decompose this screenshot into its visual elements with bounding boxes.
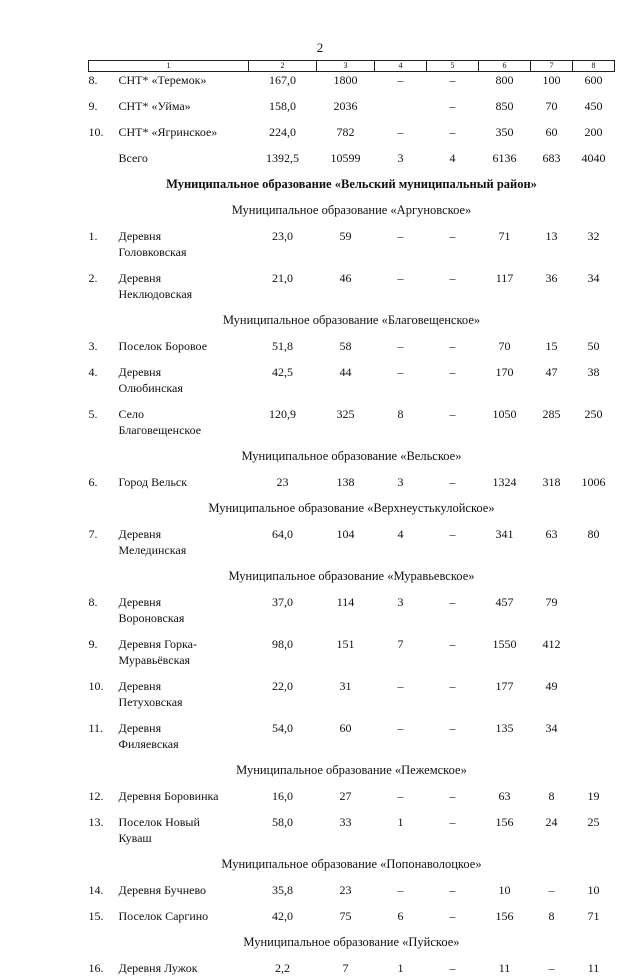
value-cell-c5: – <box>449 961 456 975</box>
value-cell-c8: 80 <box>587 527 600 541</box>
value-cell-c3: 23 <box>339 883 352 897</box>
value-cell-c6: 177 <box>495 679 514 693</box>
value-cell-c8: 34 <box>587 271 600 285</box>
spacer-row <box>89 668 615 678</box>
value-cell-c6: 63 <box>498 789 511 803</box>
value-cell-c6: 135 <box>495 721 514 735</box>
table-row <box>89 882 615 898</box>
value-cell-c5: – <box>449 883 456 897</box>
value-cell-c4: – <box>397 721 404 735</box>
column-header-8: 8 <box>573 61 615 72</box>
settlement-name: Деревня Бучнево <box>118 883 207 897</box>
column-header-2: 2 <box>249 61 317 72</box>
value-cell-c8 <box>573 636 615 668</box>
row-number: 11. <box>88 721 104 735</box>
value-cell-c7: – <box>548 883 555 897</box>
row-number: 4. <box>88 365 98 379</box>
row-number: 1. <box>88 229 98 243</box>
value-cell-c2: 58,0 <box>272 815 293 829</box>
table-row <box>89 98 615 114</box>
value-cell-c5: – <box>449 637 456 651</box>
value-cell-c3: 46 <box>339 271 352 285</box>
value-cell-c5: – <box>449 271 456 285</box>
section-title: Муниципальное образование «Пуйское» <box>243 935 460 949</box>
value-cell-c4: – <box>397 229 404 243</box>
value-cell-c4: – <box>397 125 404 139</box>
value-cell-c3: 7 <box>342 961 349 975</box>
value-cell-c6: 800 <box>495 73 514 87</box>
value-cell-c7: – <box>548 961 555 975</box>
value-cell-c4: – <box>397 365 404 379</box>
settlement-name: Деревня Филяевская <box>118 721 179 751</box>
value-cell-c2: 158,0 <box>269 99 296 113</box>
value-cell-c3: 31 <box>339 679 352 693</box>
spacer-row <box>89 302 615 312</box>
row-number: 13. <box>88 815 104 829</box>
section-title-row <box>89 762 615 778</box>
settlement-name: Деревня Олюбинская <box>118 365 183 395</box>
value-cell-c6: 457 <box>495 595 514 609</box>
value-cell-c5: – <box>449 99 456 113</box>
value-cell-c4: 8 <box>397 407 404 421</box>
table-row <box>89 908 615 924</box>
table-row <box>89 720 615 752</box>
value-cell-c5: – <box>449 339 456 353</box>
value-cell-c3: 1800 <box>333 73 358 87</box>
district-title: Муниципальное образование «Вельский муниципальный район» <box>166 177 537 191</box>
value-cell-c2: 98,0 <box>272 637 293 651</box>
value-cell-c4: 6 <box>397 909 404 923</box>
settlement-name: Поселок Новый Куваш <box>118 815 200 845</box>
value-cell-c7: 36 <box>545 271 558 285</box>
spacer-row <box>89 584 615 594</box>
value-cell-c8: 4040 <box>581 151 606 165</box>
table-row <box>89 72 615 89</box>
value-cell-c2: 42,5 <box>272 365 293 379</box>
value-cell-c7: 47 <box>545 365 558 379</box>
value-cell-c2: 54,0 <box>272 721 293 735</box>
settlement-name: Деревня Неклюдовская <box>118 271 193 301</box>
value-cell-c4: – <box>397 679 404 693</box>
value-cell-c5: – <box>449 815 456 829</box>
value-cell-c8: 11 <box>587 961 600 975</box>
value-cell-c4: – <box>397 339 404 353</box>
row-number: 6. <box>88 475 98 489</box>
value-cell-c7: 24 <box>545 815 558 829</box>
row-number: 14. <box>88 883 104 897</box>
section-title-row <box>89 312 615 328</box>
value-cell-c4: 1 <box>397 961 404 975</box>
value-cell-c4: – <box>397 789 404 803</box>
value-cell-c7: 8 <box>548 909 555 923</box>
value-cell-c5: – <box>449 595 456 609</box>
value-cell-c3: 58 <box>339 339 352 353</box>
value-cell-c7: 49 <box>545 679 558 693</box>
column-header-3: 3 <box>317 61 375 72</box>
value-cell-c2: 167,0 <box>269 73 296 87</box>
table-row <box>89 678 615 710</box>
value-cell-c3: 104 <box>336 527 355 541</box>
value-cell-c6: 156 <box>495 815 514 829</box>
value-cell-c6: 70 <box>498 339 511 353</box>
value-cell-c4: 3 <box>397 151 404 165</box>
row-number: 10. <box>88 125 104 139</box>
spacer-row <box>89 516 615 526</box>
row-number: 8. <box>88 73 98 87</box>
section-title: Муниципальное образование «Аргуновское» <box>231 203 472 217</box>
value-cell-c3: 33 <box>339 815 352 829</box>
column-header-1: 1 <box>89 61 249 72</box>
value-cell-c5: – <box>449 365 456 379</box>
row-number <box>89 150 119 166</box>
section-title-row <box>89 500 615 516</box>
settlement-name: СНТ* «Уйма» <box>118 99 191 113</box>
value-cell-c7: 34 <box>545 721 558 735</box>
column-header-4: 4 <box>375 61 427 72</box>
table-row <box>89 364 615 396</box>
value-cell-c3: 60 <box>339 721 352 735</box>
spacer-row <box>89 438 615 448</box>
settlement-name: СНТ* «Ягринское» <box>118 125 218 139</box>
value-cell-c2: 42,0 <box>272 909 293 923</box>
section-title: Муниципальное образование «Благовещенское» <box>222 313 481 327</box>
settlement-name: Город Вельск <box>118 475 188 489</box>
value-cell-c5: – <box>449 721 456 735</box>
value-cell-c5: – <box>449 475 456 489</box>
row-number: 16. <box>88 961 104 975</box>
value-cell-c5: 4 <box>449 151 456 165</box>
table-row <box>89 594 615 626</box>
value-cell-c6: 170 <box>495 365 514 379</box>
table-row <box>89 636 615 668</box>
value-cell-c3: 325 <box>336 407 355 421</box>
spacer-row <box>89 328 615 338</box>
value-cell-c5: – <box>449 789 456 803</box>
spacer-row <box>89 464 615 474</box>
value-cell-c6: 71 <box>498 229 511 243</box>
value-cell-c2: 2,2 <box>275 961 290 975</box>
value-cell-c6: 11 <box>498 961 511 975</box>
row-number: 9. <box>88 637 98 651</box>
column-header-7: 7 <box>531 61 573 72</box>
value-cell-c4 <box>375 98 427 114</box>
value-cell-c4: – <box>397 271 404 285</box>
value-cell-c2: 22,0 <box>272 679 293 693</box>
spacer-row <box>89 752 615 762</box>
settlement-name: Деревня Лужок <box>118 961 198 975</box>
value-cell-c3: 27 <box>339 789 352 803</box>
value-cell-c2: 37,0 <box>272 595 293 609</box>
section-title: Муниципальное образование «Пежемское» <box>236 763 467 777</box>
value-cell-c5: – <box>449 679 456 693</box>
value-cell-c8: 32 <box>587 229 600 243</box>
settlement-name: Деревня Горка- Муравьёвская <box>118 637 197 667</box>
value-cell-c2: 23 <box>276 475 289 489</box>
section-title: Муниципальное образование «Вельское» <box>241 449 462 463</box>
spacer-row <box>89 192 615 202</box>
row-number: 8. <box>88 595 98 609</box>
value-cell-c7: 70 <box>545 99 558 113</box>
column-header-6: 6 <box>479 61 531 72</box>
value-cell-c8: 50 <box>587 339 600 353</box>
settlement-name: Деревня Вороновская <box>118 595 185 625</box>
settlement-name: Поселок Саргино <box>118 909 209 923</box>
column-header-5: 5 <box>427 61 479 72</box>
value-cell-c8: 25 <box>587 815 600 829</box>
spacer-row <box>89 626 615 636</box>
spacer-row <box>89 88 615 98</box>
value-cell-c5: – <box>449 73 456 87</box>
table-row <box>89 474 615 490</box>
section-title: Муниципальное образование «Верхнеустькулойское» <box>208 501 495 515</box>
spacer-row <box>89 260 615 270</box>
value-cell-c8 <box>573 678 615 710</box>
value-cell-c4: – <box>397 73 404 87</box>
value-cell-c8: 71 <box>587 909 600 923</box>
section-title-row <box>89 448 615 464</box>
settlement-name: Деревня Петуховская <box>118 679 183 709</box>
value-cell-c2: 35,8 <box>272 883 293 897</box>
value-cell-c7: 60 <box>545 125 558 139</box>
section-title-row <box>89 856 615 872</box>
value-cell-c2: 1392,5 <box>266 151 299 165</box>
table-row <box>89 406 615 438</box>
value-cell-c7: 412 <box>542 637 561 651</box>
value-cell-c3: 114 <box>336 595 355 609</box>
value-cell-c5: – <box>449 407 456 421</box>
value-cell-c2: 224,0 <box>269 125 296 139</box>
value-cell-c4: 4 <box>397 527 404 541</box>
table-row <box>89 124 615 140</box>
value-cell-c8: 250 <box>584 407 603 421</box>
spacer-row <box>89 710 615 720</box>
value-cell-c8: 10 <box>587 883 600 897</box>
value-cell-c3: 2036 <box>333 99 358 113</box>
settlements-table <box>88 60 615 976</box>
value-cell-c8: 19 <box>587 789 600 803</box>
settlement-name: СНТ* «Теремок» <box>118 73 207 87</box>
value-cell-c4: 7 <box>397 637 404 651</box>
section-title: Муниципальное образование «Муравьевское» <box>228 569 475 583</box>
value-cell-c2: 120,9 <box>269 407 296 421</box>
column-number-header <box>89 61 615 72</box>
spacer-row <box>89 872 615 882</box>
value-cell-c7: 100 <box>542 73 561 87</box>
row-number: 15. <box>88 909 104 923</box>
value-cell-c7: 79 <box>545 595 558 609</box>
value-cell-c7: 13 <box>545 229 558 243</box>
value-cell-c8 <box>573 720 615 752</box>
value-cell-c2: 16,0 <box>272 789 293 803</box>
table-row <box>89 526 615 558</box>
value-cell-c2: 51,8 <box>272 339 293 353</box>
value-cell-c6: 1550 <box>492 637 517 651</box>
row-number: 10. <box>88 679 104 693</box>
value-cell-c3: 75 <box>339 909 352 923</box>
table-row <box>89 814 615 846</box>
row-number: 9. <box>88 99 98 113</box>
spacer-row <box>89 396 615 406</box>
value-cell-c8: 600 <box>584 73 603 87</box>
spacer-row <box>89 846 615 856</box>
value-cell-c3: 10599 <box>330 151 361 165</box>
value-cell-c5: – <box>449 909 456 923</box>
spacer-row <box>89 490 615 500</box>
value-cell-c4: 1 <box>397 815 404 829</box>
value-cell-c2: 21,0 <box>272 271 293 285</box>
settlement-name: Деревня Головковская <box>118 229 187 259</box>
section-title-row <box>89 202 615 218</box>
table-row <box>89 960 615 976</box>
spacer-row <box>89 778 615 788</box>
spacer-row <box>89 804 615 814</box>
row-number: 2. <box>88 271 98 285</box>
value-cell-c7: 8 <box>548 789 555 803</box>
spacer-row <box>89 558 615 568</box>
value-cell-c5: – <box>449 125 456 139</box>
value-cell-c7: 285 <box>542 407 561 421</box>
spacer-row <box>89 140 615 150</box>
value-cell-c3: 44 <box>339 365 352 379</box>
table-row <box>89 270 615 302</box>
spacer-row <box>89 166 615 176</box>
value-cell-c6: 6136 <box>492 151 517 165</box>
value-cell-c6: 1050 <box>492 407 517 421</box>
table-row <box>89 338 615 354</box>
value-cell-c4: – <box>397 883 404 897</box>
value-cell-c5: – <box>449 229 456 243</box>
value-cell-c6: 156 <box>495 909 514 923</box>
row-number: 3. <box>88 339 98 353</box>
value-cell-c3: 138 <box>336 475 355 489</box>
row-number: 7. <box>88 527 98 541</box>
value-cell-c4: 3 <box>397 595 404 609</box>
value-cell-c7: 318 <box>542 475 561 489</box>
value-cell-c8: 200 <box>584 125 603 139</box>
spacer-row <box>89 114 615 124</box>
section-title: Муниципальное образование «Попонаволоцкое» <box>221 857 482 871</box>
value-cell-c8 <box>573 594 615 626</box>
spacer-row <box>89 218 615 228</box>
value-cell-c3: 151 <box>336 637 355 651</box>
row-number: 5. <box>88 407 98 421</box>
value-cell-c4: 3 <box>397 475 404 489</box>
spacer-row <box>89 950 615 960</box>
value-cell-c5: – <box>449 527 456 541</box>
value-cell-c6: 117 <box>495 271 514 285</box>
page-number: 2 <box>316 40 324 55</box>
value-cell-c6: 350 <box>495 125 514 139</box>
value-cell-c2: 23,0 <box>272 229 293 243</box>
settlement-name: Деревня Мелединская <box>118 527 187 557</box>
settlement-name: Поселок Боровое <box>118 339 208 353</box>
value-cell-c6: 10 <box>498 883 511 897</box>
settlement-name: Всего <box>118 151 148 165</box>
value-cell-c8: 450 <box>584 99 603 113</box>
value-cell-c6: 1324 <box>492 475 517 489</box>
spacer-row <box>89 924 615 934</box>
value-cell-c6: 341 <box>495 527 514 541</box>
value-cell-c8: 38 <box>587 365 600 379</box>
value-cell-c3: 59 <box>339 229 352 243</box>
section-title-row <box>89 934 615 950</box>
district-title-row <box>89 176 615 192</box>
section-title-row <box>89 568 615 584</box>
value-cell-c7: 15 <box>545 339 558 353</box>
table-row <box>89 228 615 260</box>
spacer-row <box>89 898 615 908</box>
value-cell-c7: 63 <box>545 527 558 541</box>
settlement-name: Село Благовещенское <box>118 407 202 437</box>
spacer-row <box>89 354 615 364</box>
value-cell-c6: 850 <box>495 99 514 113</box>
value-cell-c2: 64,0 <box>272 527 293 541</box>
table-row <box>89 788 615 804</box>
value-cell-c3: 782 <box>336 125 355 139</box>
row-number: 12. <box>88 789 104 803</box>
settlement-name: Деревня Боровинка <box>118 789 219 803</box>
value-cell-c7: 683 <box>542 151 561 165</box>
table-row <box>89 150 615 166</box>
value-cell-c8: 1006 <box>581 475 606 489</box>
